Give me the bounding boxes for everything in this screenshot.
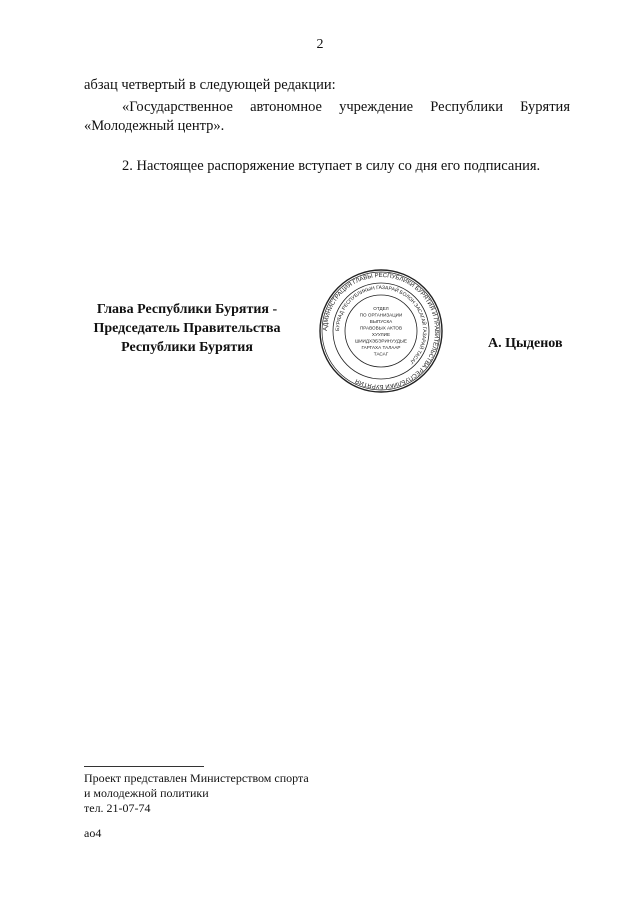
signer-title	[84, 300, 290, 357]
footnote-line-3: тел. 21-07-74	[84, 801, 151, 815]
seal-line: ШИИДХЭБЭРИНУУДЫЕ	[355, 338, 407, 344]
footnote-divider	[84, 766, 204, 767]
paragraph-intro: абзац четвертый в следующей редакции:	[84, 77, 336, 93]
paragraph-new-wording: «Государственное автономное учреждение Республики Бурятия «Молодежный центр».	[84, 99, 570, 134]
signer-title-line-2: Председатель Правительства	[93, 321, 281, 336]
footnote-line-2: и молодежной политики	[84, 786, 209, 800]
seal-line: ОТДЕЛ	[373, 306, 389, 311]
seal-outer-text: АДМИНИСТРАЦИЯ ГЛАВЫ РЕСПУБЛИКИ БУРЯТИЯ И ПРАВИТЕЛЬСТВА РЕСПУБЛИКИ БУРЯТИЯ	[322, 272, 440, 390]
signer-name: А. Цыденов	[488, 336, 563, 351]
seal-line: ВЫПУСКА	[369, 319, 393, 324]
page-number: 2	[316, 37, 324, 52]
seal-line: ГАРГАХА ТАЛААР	[361, 345, 401, 350]
official-seal	[318, 268, 444, 394]
signer-title-line-3: Республики Бурятия	[121, 340, 253, 355]
footnote-line-1: Проект представлен Министерством спорта	[84, 771, 309, 785]
document-code: ао4	[84, 826, 102, 840]
seal-line: ТАСАГ	[373, 351, 389, 357]
seal-line: ПО ОРГАНИЗАЦИИ	[359, 312, 403, 318]
paragraph-effective-date: 2. Настоящее распоряжение вступает в силу со дня его подписания.	[122, 158, 541, 174]
signer-title-line-1: Глава Республики Бурятия -	[96, 302, 278, 317]
seal-inner-text: БУРЯАД РЕСПУБЛИКЫН ГАЗАРАЙ БОЛОН ЗАСАГАЙ ГАЗАРАЙ ТАСАГ	[334, 284, 428, 365]
footnote	[84, 771, 309, 816]
seal-line: ПРАВОВЫХ АКТОВ	[359, 325, 403, 331]
seal-line: ХУУЛИЕ	[371, 332, 391, 337]
